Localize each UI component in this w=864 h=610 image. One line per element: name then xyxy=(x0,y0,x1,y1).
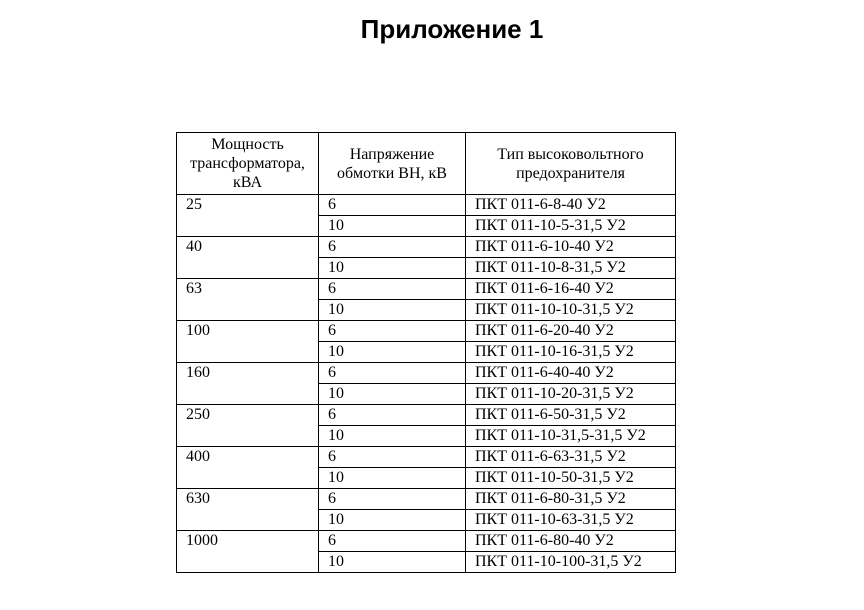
voltage-cell: 10 xyxy=(319,552,466,573)
voltage-cell: 10 xyxy=(319,468,466,489)
voltage-cell: 6 xyxy=(319,321,466,342)
voltage-cell: 6 xyxy=(319,489,466,510)
voltage-cell: 10 xyxy=(319,510,466,531)
fuse-type-cell: ПКТ 011-10-50-31,5 У2 xyxy=(466,468,676,489)
fuse-type-cell: ПКТ 011-6-80-31,5 У2 xyxy=(466,489,676,510)
fuse-type-cell: ПКТ 011-10-31,5-31,5 У2 xyxy=(466,426,676,447)
fuse-type-cell: ПКТ 011-6-63-31,5 У2 xyxy=(466,447,676,468)
voltage-cell: 10 xyxy=(319,384,466,405)
fuse-type-cell: ПКТ 011-6-20-40 У2 xyxy=(466,321,676,342)
voltage-cell: 6 xyxy=(319,237,466,258)
fuse-type-cell: ПКТ 011-10-16-31,5 У2 xyxy=(466,342,676,363)
voltage-cell: 6 xyxy=(319,447,466,468)
power-cell: 160 xyxy=(177,363,319,405)
fuse-type-cell: ПКТ 011-6-10-40 У2 xyxy=(466,237,676,258)
voltage-cell: 6 xyxy=(319,363,466,384)
power-cell: 400 xyxy=(177,447,319,489)
power-cell: 250 xyxy=(177,405,319,447)
fuse-type-cell: ПКТ 011-10-5-31,5 У2 xyxy=(466,216,676,237)
fuse-type-cell: ПКТ 011-10-10-31,5 У2 xyxy=(466,300,676,321)
fuse-type-cell: ПКТ 011-10-8-31,5 У2 xyxy=(466,258,676,279)
voltage-cell: 10 xyxy=(319,216,466,237)
fuse-type-cell: ПКТ 011-6-8-40 У2 xyxy=(466,195,676,216)
voltage-cell: 10 xyxy=(319,258,466,279)
fuse-type-cell: ПКТ 011-6-80-40 У2 xyxy=(466,531,676,552)
header-hv-winding-voltage: Напряжение обмотки ВН, кВ xyxy=(319,133,466,195)
fuse-selection-table xyxy=(176,132,676,573)
page-title: Приложение 1 xyxy=(360,14,544,44)
table-row xyxy=(177,447,676,468)
power-cell: 63 xyxy=(177,279,319,321)
fuse-type-cell: ПКТ 011-10-100-31,5 У2 xyxy=(466,552,676,573)
voltage-cell: 10 xyxy=(319,300,466,321)
fuse-type-cell: ПКТ 011-10-20-31,5 У2 xyxy=(466,384,676,405)
power-cell: 630 xyxy=(177,489,319,531)
power-cell: 40 xyxy=(177,237,319,279)
power-cell: 100 xyxy=(177,321,319,363)
table-row xyxy=(177,363,676,384)
table-row xyxy=(177,489,676,510)
table-row xyxy=(177,405,676,426)
table-row xyxy=(177,237,676,258)
fuse-type-cell: ПКТ 011-6-16-40 У2 xyxy=(466,279,676,300)
voltage-cell: 6 xyxy=(319,195,466,216)
header-fuse-type: Тип высоковольтного предохранителя xyxy=(466,133,676,195)
fuse-type-cell: ПКТ 011-10-63-31,5 У2 xyxy=(466,510,676,531)
power-cell: 25 xyxy=(177,195,319,237)
table-row xyxy=(177,531,676,552)
table-row xyxy=(177,195,676,216)
table-row xyxy=(177,279,676,300)
power-cell: 1000 xyxy=(177,531,319,573)
fuse-type-cell: ПКТ 011-6-40-40 У2 xyxy=(466,363,676,384)
fuse-type-cell: ПКТ 011-6-50-31,5 У2 xyxy=(466,405,676,426)
voltage-cell: 10 xyxy=(319,426,466,447)
table-body xyxy=(177,195,676,573)
table-header-row xyxy=(177,133,676,195)
voltage-cell: 6 xyxy=(319,279,466,300)
voltage-cell: 6 xyxy=(319,531,466,552)
voltage-cell: 6 xyxy=(319,405,466,426)
table-row xyxy=(177,321,676,342)
voltage-cell: 10 xyxy=(319,342,466,363)
header-transformer-power: Мощность трансформатора, кВА xyxy=(177,133,319,195)
